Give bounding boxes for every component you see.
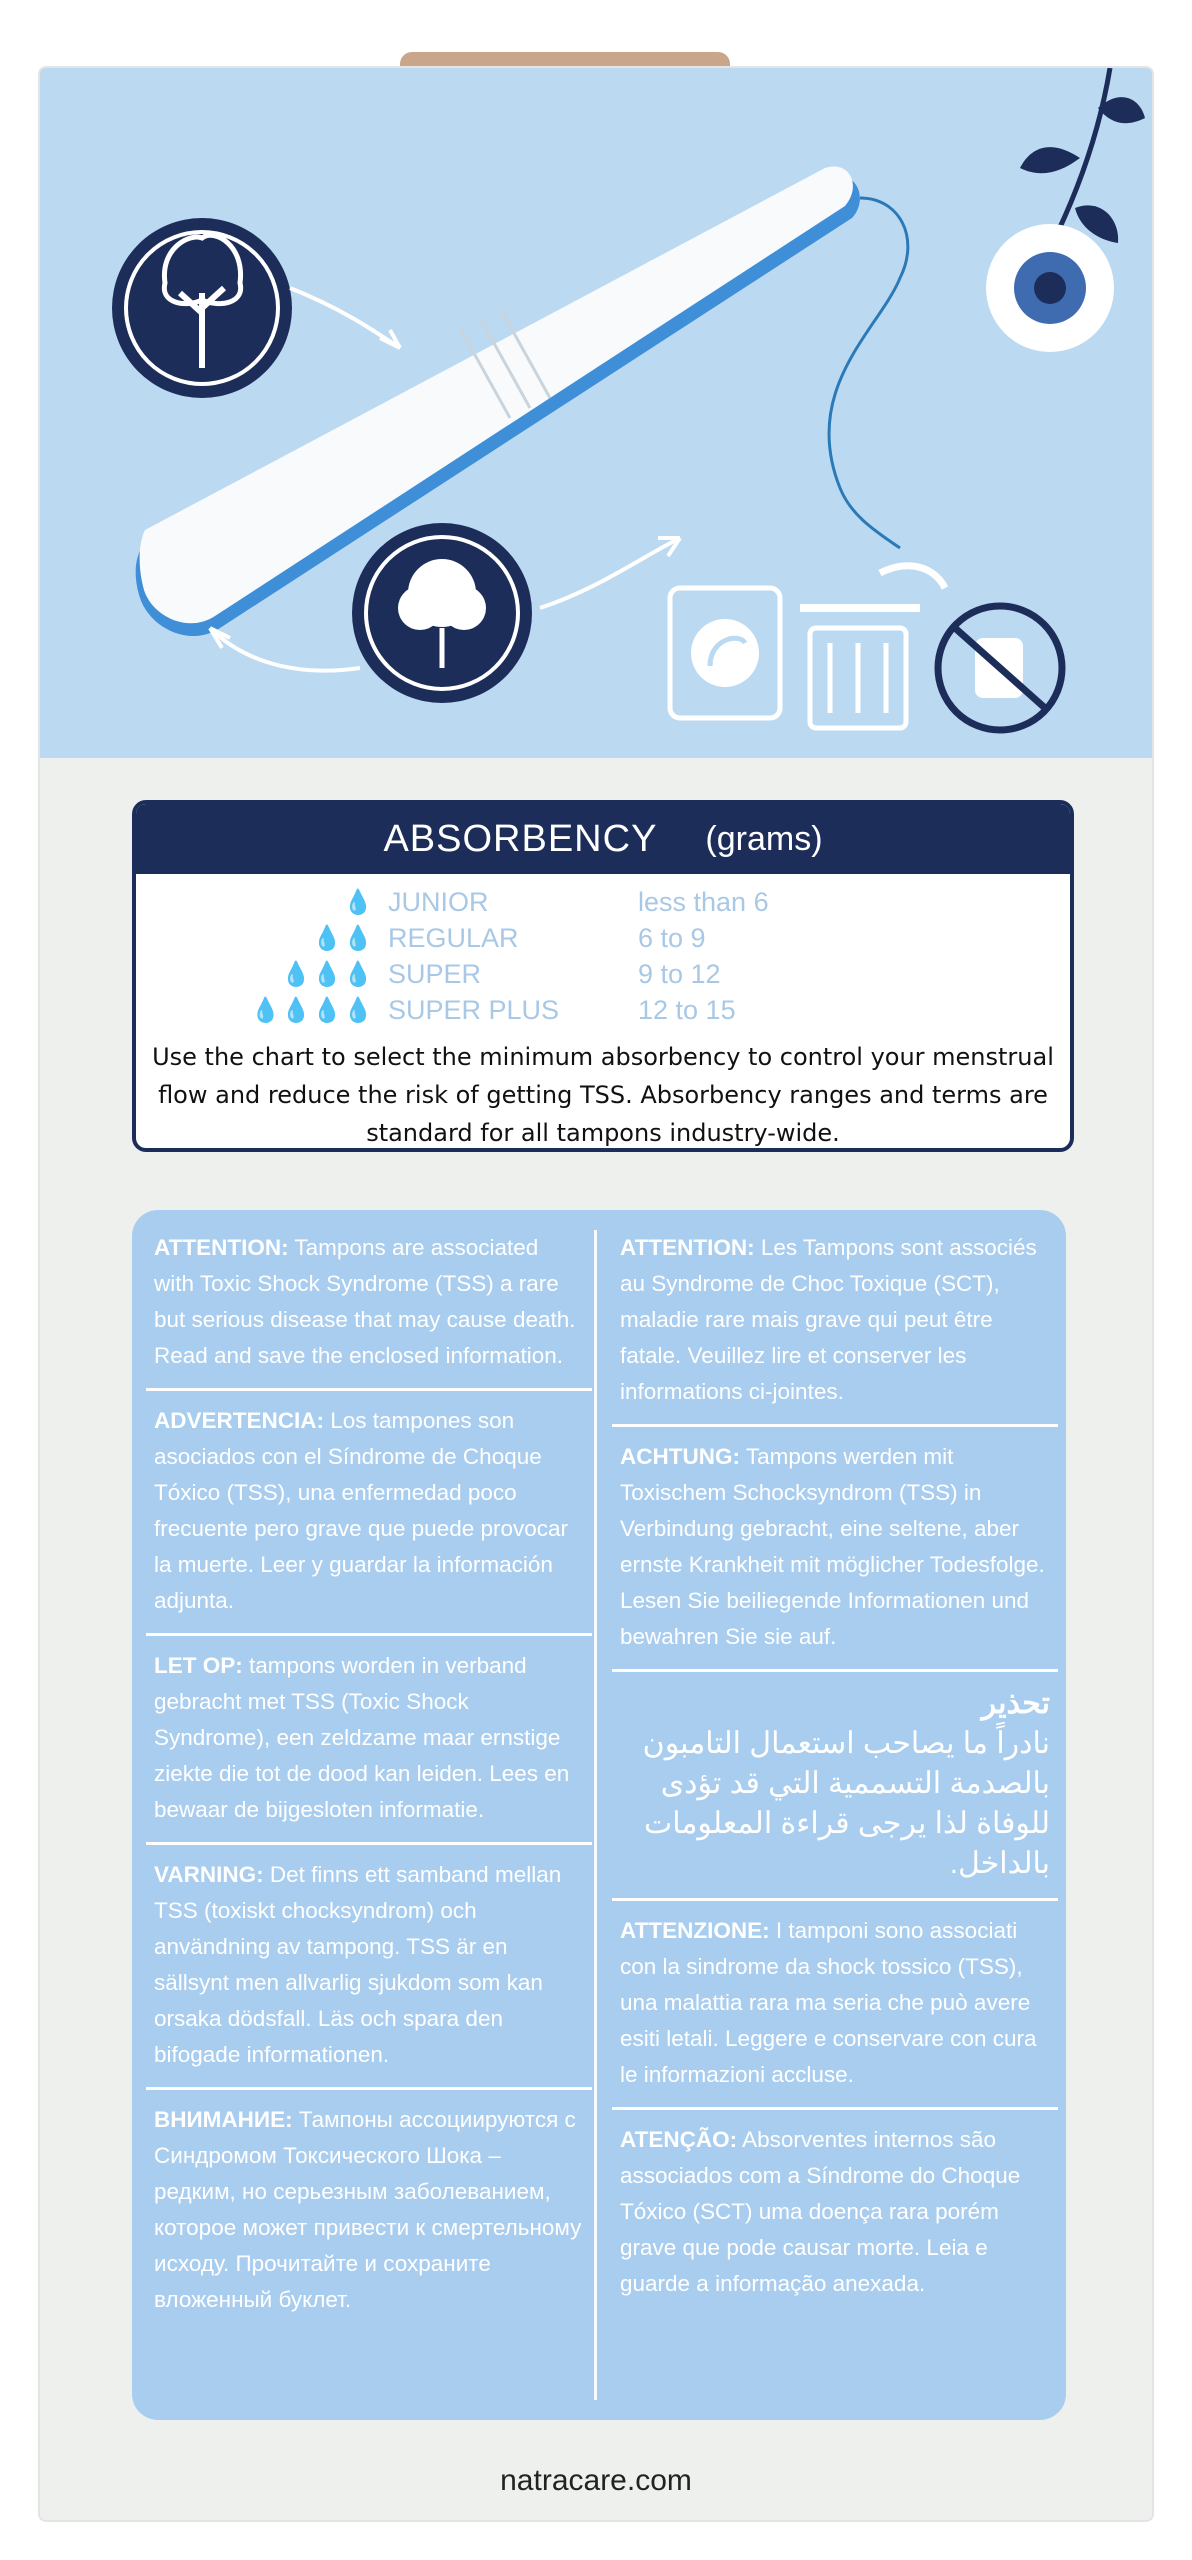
- absorbency-unit: (grams): [705, 819, 823, 858]
- warning-french: ATTENTION: Les Tampons sont associés au Syndrome de Choc Toxique (SCT), maladie rare mais grave qui peut être fatale. Veuillez lire et conserver les informations ci-jointes.: [612, 1230, 1058, 1427]
- illustration-panel: [40, 68, 1152, 758]
- drop-icon: 💧💧💧: [281, 960, 374, 988]
- absorbency-row: [136, 956, 1070, 992]
- warning-german: ACHTUNG: Tampons werden mit Toxischem Schocksyndrom (TSS) in Verbindung gebracht, eine seltene, aber ernste Krankheit mit möglicher Todesfolge. Lesen Sie beiliegende Informationen und bewahren Sie sie auf.: [612, 1439, 1058, 1672]
- cotton-icon: [352, 523, 532, 703]
- absorbency-range: less than 6: [638, 886, 769, 917]
- absorbency-range: 9 to 12: [638, 958, 721, 989]
- warning-dutch: LET OP: tampons worden in verband gebracht met TSS (Toxic Shock Syndrome), een zeldzame maar ernstige ziekte die tot de dood kan leiden. Lees en bewaar de bijgesloten informatie.: [146, 1648, 592, 1845]
- absorbency-row: [136, 920, 1070, 956]
- warning-column-right: [612, 1230, 1058, 2328]
- tss-warning-panel: [132, 1210, 1066, 2420]
- absorbency-label: REGULAR: [388, 922, 519, 953]
- warning-italian: ATTENZIONE: I tamponi sono associati con la sindrome da shock tossico (TSS), una malattia rara ma seria che può avere esiti letali. Leggere e conservare con cura le informazioni accluse.: [612, 1913, 1058, 2110]
- absorbency-label: SUPER PLUS: [388, 994, 560, 1025]
- absorbency-header: [136, 804, 1070, 874]
- website-link[interactable]: natracare.com: [500, 2464, 692, 2497]
- drop-icon: 💧💧: [312, 924, 374, 952]
- warning-swedish: VARNING: Det finns ett samband mellan TSS (toxiskt chocksyndrom) och användning av tampong. TSS är en sällsynt men allvarlig sjukdom som kan orsaka dödsfall. Läs och spara den bifogade informationen.: [146, 1857, 592, 2090]
- warning-russian: ВНИМАНИЕ: Тампоны ассоциируются с Синдромом Токсического Шока – редким, но серьезным заболеванием, которое может привести к смертельному исходу. Прочитайте и сохраните вложенный буклет.: [154, 2107, 582, 2312]
- warning-spanish: ADVERTENCIA: Los tampones son asociados con el Síndrome de Choque Tóxico (TSS), una enfermedad poco frecuente pero grave que puede provocar la muerte. Leer y guardar la información adjunta.: [146, 1403, 592, 1636]
- column-divider: [594, 1230, 597, 2400]
- no-flush-icon: [938, 606, 1062, 730]
- trash-bin-icon: [800, 566, 945, 728]
- product-box: [40, 68, 1152, 2520]
- absorbency-rows: [136, 874, 1070, 1028]
- absorbency-range: 12 to 15: [638, 994, 736, 1025]
- absorbency-note: Use the chart to select the minimum absorbency to control your menstrual flow and reduce the risk of getting TSS. Absorbency ranges and terms are standard for all tampons industry-wide.: [152, 1043, 1054, 1147]
- absorbency-label: JUNIOR: [388, 886, 489, 917]
- warning-column-left: [146, 1230, 592, 2344]
- warning-portuguese: ATENÇÃO: Absorventes internos são associados com a Síndrome do Choque Tóxico (SCT) uma doença rara porém grave que pode causar morte. Leia e guarde a informação anexada.: [620, 2127, 1021, 2296]
- warning-arabic: تحذير نادراً ما يصاحب استعمال التامبون بالصدمة التسممية التي قد تؤدى للوفاة لذا يرجى قراءة المعلومات بالداخل.: [612, 1684, 1058, 1901]
- absorbency-label: SUPER: [388, 958, 482, 989]
- tree-icon: [112, 218, 292, 398]
- compost-bag-icon: [670, 588, 780, 718]
- absorbency-range: 6 to 9: [638, 922, 706, 953]
- absorbency-row: [136, 884, 1070, 920]
- absorbency-row: [136, 992, 1070, 1028]
- drop-icon: 💧: [343, 888, 374, 916]
- absorbency-chart: [132, 800, 1074, 1152]
- tampon-illustration: [40, 68, 1152, 758]
- flower-icon: [986, 68, 1145, 352]
- warning-english: ATTENTION: Tampons are associated with Toxic Shock Syndrome (TSS) a rare but serious disease that may cause death. Read and save the enclosed information.: [146, 1230, 592, 1391]
- absorbency-title: ABSORBENCY: [383, 817, 658, 860]
- drop-icon: 💧💧💧💧: [250, 996, 374, 1024]
